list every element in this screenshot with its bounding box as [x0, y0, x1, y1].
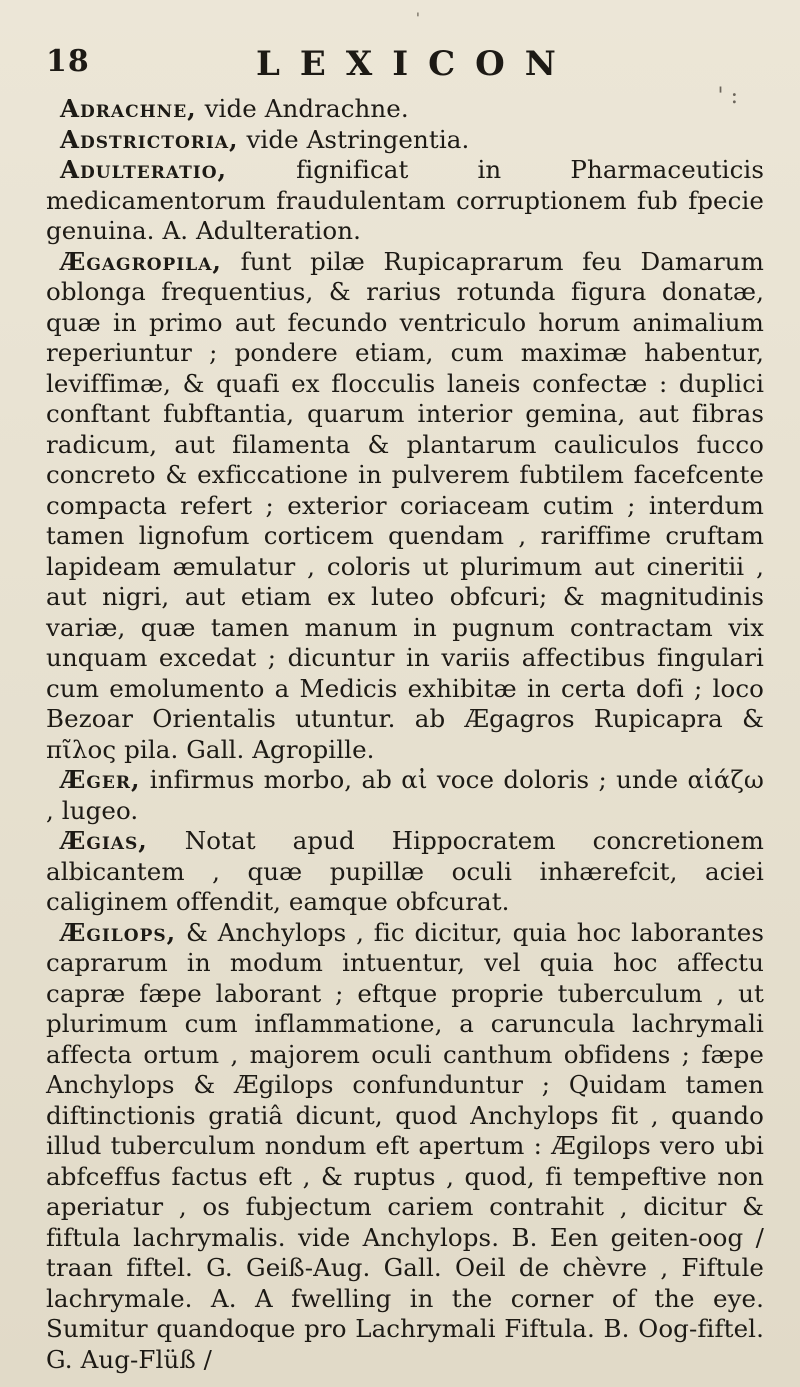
entry-list: [46, 94, 764, 1375]
entry-text: fignificat in Pharmaceuticis medicamentorum fraudulentam corruptionem fub fpecie genuina. A. Adulteration.: [46, 155, 764, 245]
entry-headword: Ægilops,: [60, 917, 177, 947]
print-mark: ': [416, 11, 420, 27]
entry-headword: Adstrictoria,: [60, 124, 239, 154]
entry-aegilops: [46, 918, 764, 1376]
entry-text: infirmus morbo, ab αἰ voce doloris ; unde αἰάζω , lugeo.: [46, 765, 764, 825]
entry-text: vide Andrachne.: [196, 94, 409, 123]
entry-aeger: [46, 765, 764, 826]
entry-text: Notat apud Hippocratem concretionem albicantem , quæ pupillæ oculi inhærefcit, aciei caliginem offendit, eamque obfcurat.: [46, 826, 764, 916]
entry-aegagropila: [46, 247, 764, 766]
entry-headword: Ægias,: [60, 826, 148, 855]
entry-adstrictoria: [46, 125, 764, 156]
entry-headword: Ægagropila,: [60, 246, 222, 276]
page-number: 18: [46, 44, 90, 79]
entry-headword: Adrachne,: [60, 94, 197, 123]
entry-headword: Æger,: [60, 765, 141, 794]
entry-adulteratio: [46, 155, 764, 247]
running-head: LEXICON: [256, 44, 576, 84]
entry-adrachne: [46, 94, 764, 125]
stain-mark: ' :: [717, 84, 738, 109]
entry-aegias: [46, 826, 764, 918]
entry-text: vide Astringentia.: [238, 124, 470, 154]
entry-text: & Anchylops , fic dicitur, quia hoc laborantes caprarum in modum intuentur, vel quia hoc affectu capræ fæpe laborant ; eftque proprie tuberculum , ut plurimum cum inflammatione, a caruncula lachrymali affecta ortum , majorem oculi canthum obfidens ; fæpe Anchylops & Ægilops confunduntur ; Quidam tamen diftinctionis gratiâ dicunt, quod Anchylops fit , quando illud tuberculum nondum eft apertum : Ægilops vero ubi abfceffus factus eft , & ruptus , quod, fi tempeftive non aperiatur , os fubjectum cariem contrahit , dicitur & fiftula lachrymalis. vide Anchylops. B. Een geiten-oog / traan fiftel. G. Geiß-Aug. Gall. Oeil de chèvre , Fiftule lachrymale. A. A fwelling in the corner of the eye. Sumitur quandoque pro Lachrymali Fiftula. B. Oog-fiftel. G. Aug-Flüß /: [46, 917, 764, 1374]
entry-headword: Adulteratio,: [60, 155, 228, 184]
entry-text: funt pilæ Rupicaprarum feu Damarum oblonga frequentius, & rarius rotunda figura donatæ, quæ in primo aut fecundo ventriculo horum animalium reperiuntur ; pondere etiam, cum maximæ habentur, leviffimæ, & quafi ex flocculis laneis confectæ : duplici conftant fubftantia, quarum interior gemina, aut fibras radicum, aut filamenta & plantarum cauliculos fucco concreto & exficcatione in pulverem fubtilem facefcente compacta refert ; exterior coriaceam cutim ; interdum tamen lignofum corticem quendam , rariffime cruftam lapideam æmulatur , coloris ut plurimum aut cineritii , aut nigri, aut etiam ex luteo obfcuri; & magnitudinis variæ, quæ tamen manum in pugnum contractam vix unquam excedat ; dicuntur in variis affectibus fingulari cum emolumento a Medicis exhibitæ in certa dofi ; loco Bezoar Orientalis utuntur. ab Ægagros Rupicapra & πῖλος pila. Gall. Agropille.: [46, 246, 764, 764]
